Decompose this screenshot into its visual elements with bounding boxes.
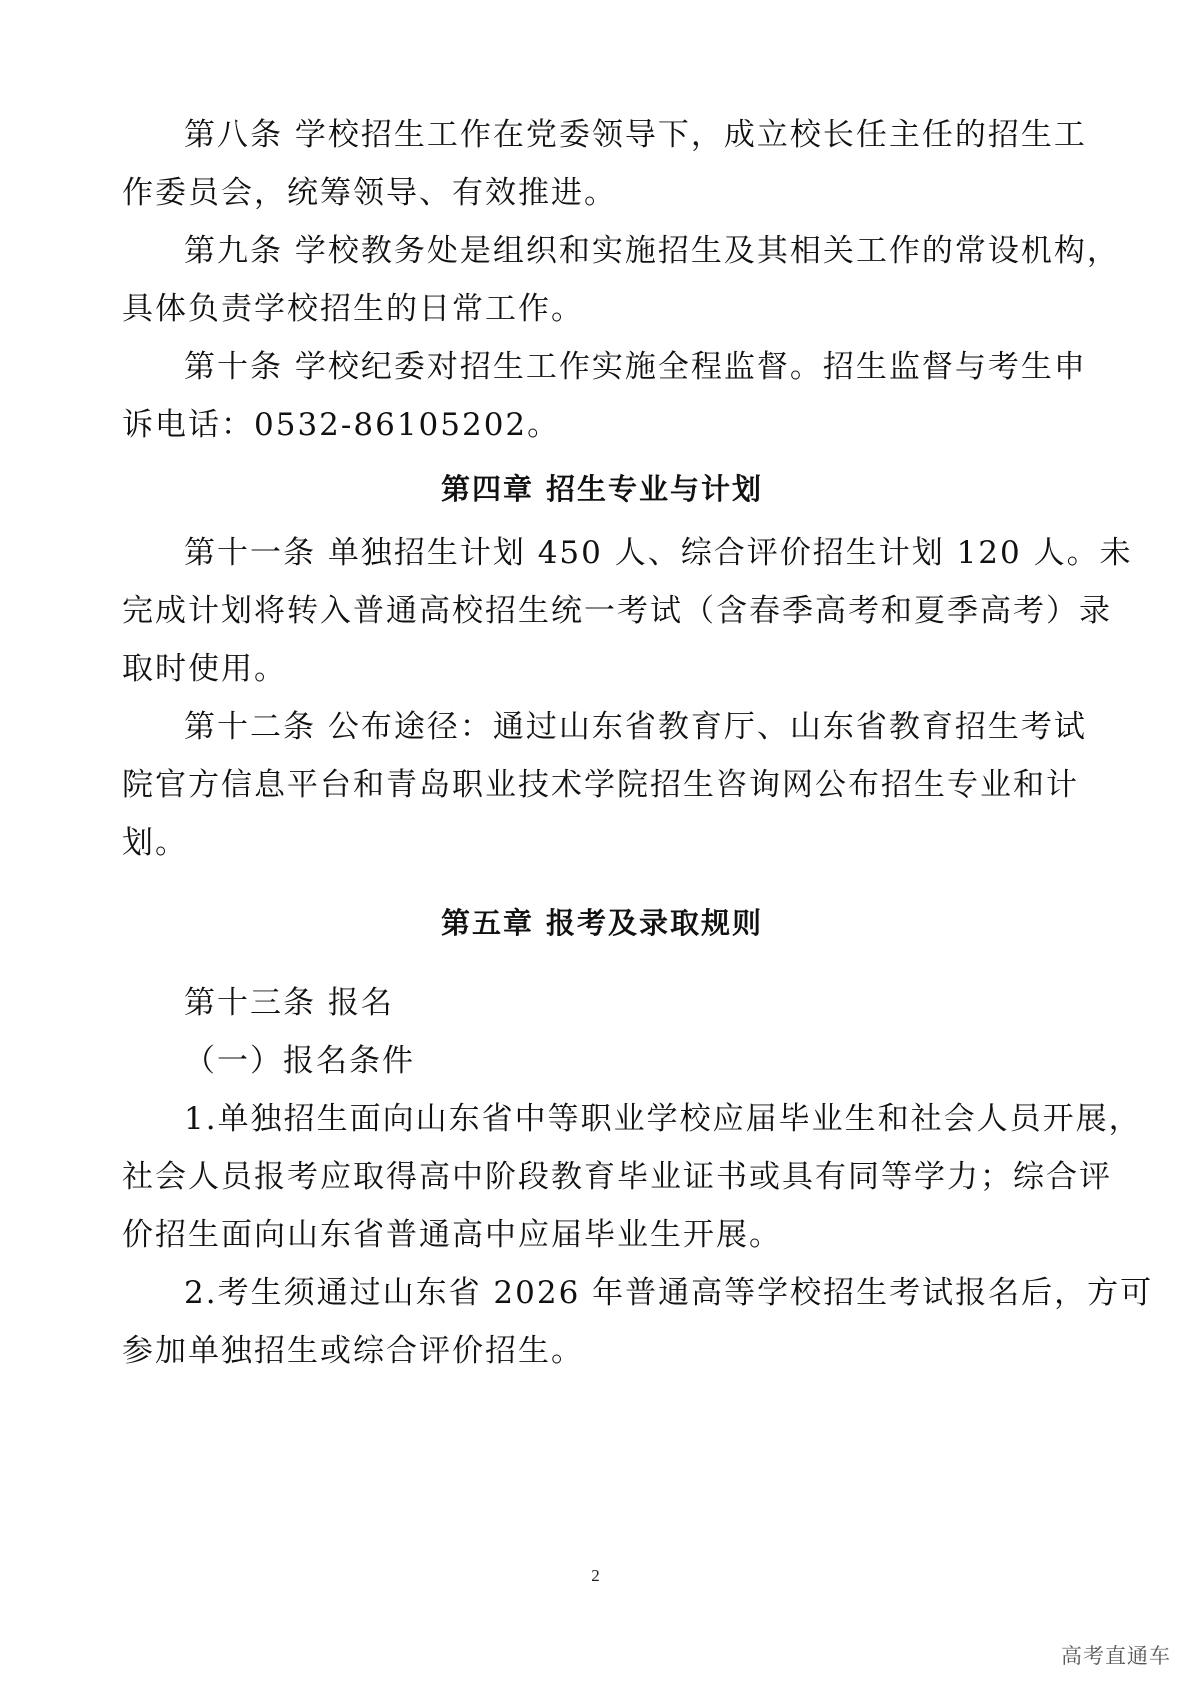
article-11	[122, 524, 1133, 698]
article-13	[122, 974, 1154, 1380]
text-line: 第十条 学校纪委对招生工作实施全程监督。招生监督与考生申	[184, 349, 1087, 385]
article-8	[122, 106, 1087, 222]
text-line: 价招生面向山东省普通高中应届毕业生开展。	[122, 1217, 782, 1253]
chapter-heading: 第四章 招生专业与计划	[440, 472, 764, 506]
text-line: 参加单独招生或综合评价招生。	[122, 1333, 584, 1369]
text-line: 作委员会，统筹领导、有效推进。	[122, 175, 617, 211]
article-title: 第十三条 报名	[184, 985, 394, 1021]
article-9	[122, 222, 1120, 338]
page-number: 2	[591, 1566, 600, 1585]
article-12	[122, 698, 1087, 872]
text-line: 社会人员报考应取得高中阶段教育毕业证书或具有同等学力；综合评	[122, 1159, 1112, 1195]
text-line: 第十二条 公布途径：通过山东省教育厅、山东省教育招生考试	[184, 709, 1087, 745]
watermark: 高考直通车	[1061, 1644, 1171, 1668]
text-line: 2.考生须通过山东省 2026 年普通高等学校招生考试报名后，方可	[184, 1275, 1154, 1311]
text-line: 诉电话：0532-86105202。	[122, 407, 561, 443]
text-line: 第八条 学校招生工作在党委领导下，成立校长任主任的招生工	[184, 117, 1087, 153]
text-line: 1.单独招生面向山东省中等职业学校应届毕业生和社会人员开展，	[184, 1101, 1142, 1137]
section-title: （一）报名条件	[184, 1043, 415, 1079]
document-body	[122, 106, 1154, 1380]
text-line: 院官方信息平台和青岛职业技术学院招生咨询网公布招生专业和计	[122, 767, 1079, 803]
text-line: 具体负责学校招生的日常工作。	[122, 291, 584, 327]
chapter-heading: 第五章 报考及录取规则	[440, 906, 764, 940]
article-10	[122, 338, 1087, 454]
text-line: 完成计划将转入普通高校招生统一考试（含春季高考和夏季高考）录	[122, 593, 1112, 629]
text-line: 取时使用。	[122, 651, 287, 687]
text-line: 划。	[122, 825, 188, 861]
text-line: 第十一条 单独招生计划 450 人、综合评价招生计划 120 人。未	[184, 535, 1133, 571]
text-line: 第九条 学校教务处是组织和实施招生及其相关工作的常设机构，	[184, 233, 1120, 269]
